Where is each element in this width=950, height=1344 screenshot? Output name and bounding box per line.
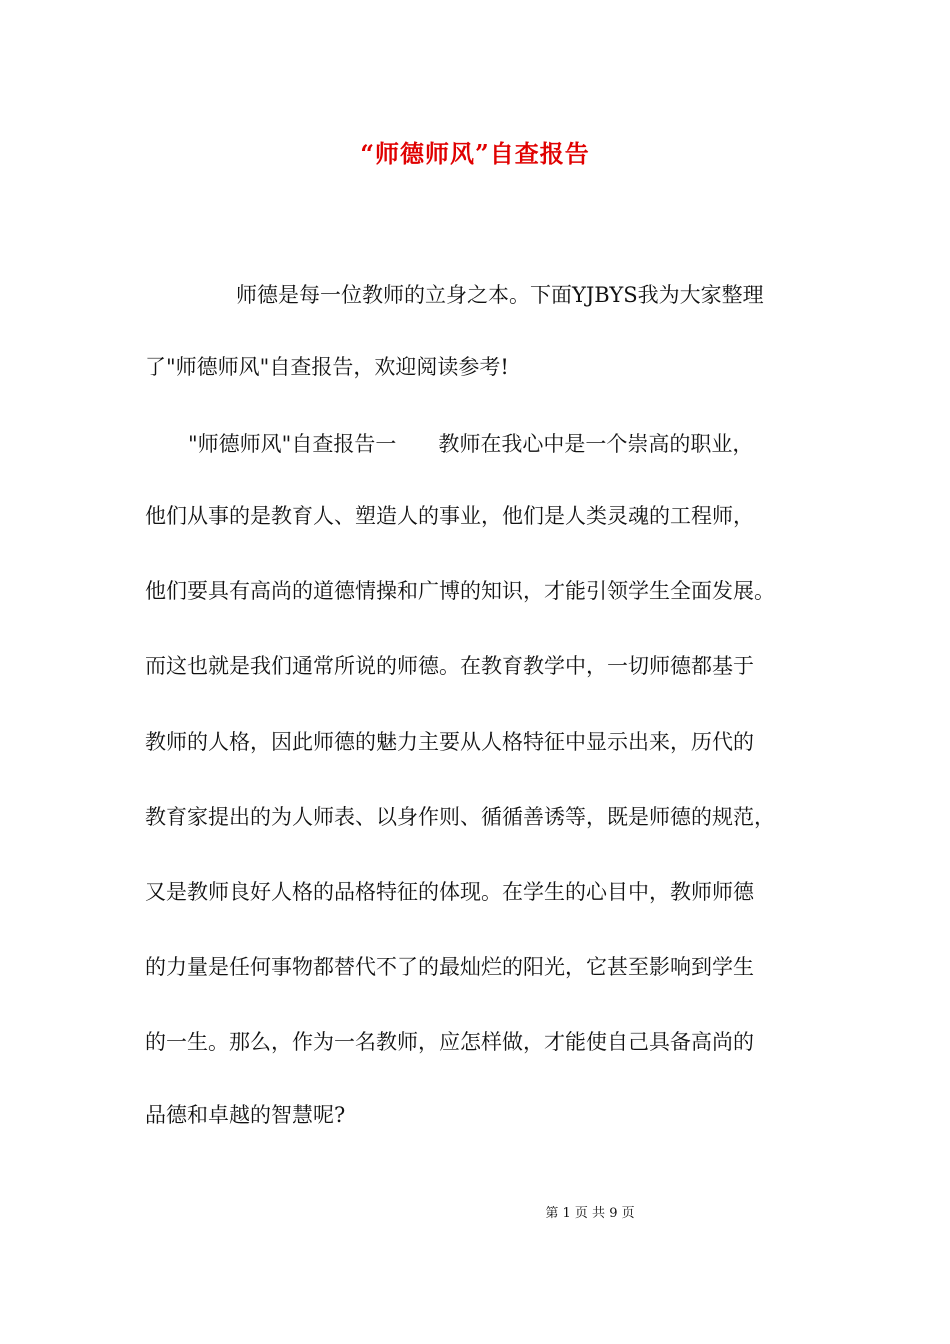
paragraph-line: 的力量是任何事物都替代不了的最灿烂的阳光，它甚至影响到学生: [145, 955, 754, 979]
paragraph-line: 教师的人格，因此师德的魅力主要从人格特征中显示出来，历代的: [145, 730, 754, 754]
paragraph-line: 的一生。那么，作为一名教师，应怎样做，才能使自己具备高尚的: [145, 1030, 754, 1054]
paragraph-line: 品德和卓越的智慧呢?: [145, 1103, 346, 1127]
page-footer: 第 1 页 共 9 页: [545, 1206, 635, 1221]
paragraph-line: 他们要具有高尚的道德情操和广博的知识，才能引领学生全面发展。: [145, 579, 775, 603]
paragraph-line: 教育家提出的为人师表、以身作则、循循善诱等，既是师德的规范，: [145, 805, 775, 829]
paragraph-line: 他们从事的是教育人、塑造人的事业，他们是人类灵魂的工程师，: [145, 504, 754, 528]
document-title: “师德师风”自查报告: [360, 139, 590, 168]
paragraph-line: "师德师风"自查报告一 教师在我心中是一个崇高的职业，: [188, 432, 754, 456]
paragraph-line: 师德是每一位教师的立身之本。下面YJBYS我为大家整理: [236, 283, 764, 307]
paragraph-line: 了"师德师风"自查报告，欢迎阅读参考!: [145, 355, 509, 379]
paragraph-line: 而这也就是我们通常所说的师德。在教育教学中，一切师德都基于: [145, 654, 754, 678]
paragraph-line: 又是教师良好人格的品格特征的体现。在学生的心目中，教师师德: [145, 880, 754, 904]
